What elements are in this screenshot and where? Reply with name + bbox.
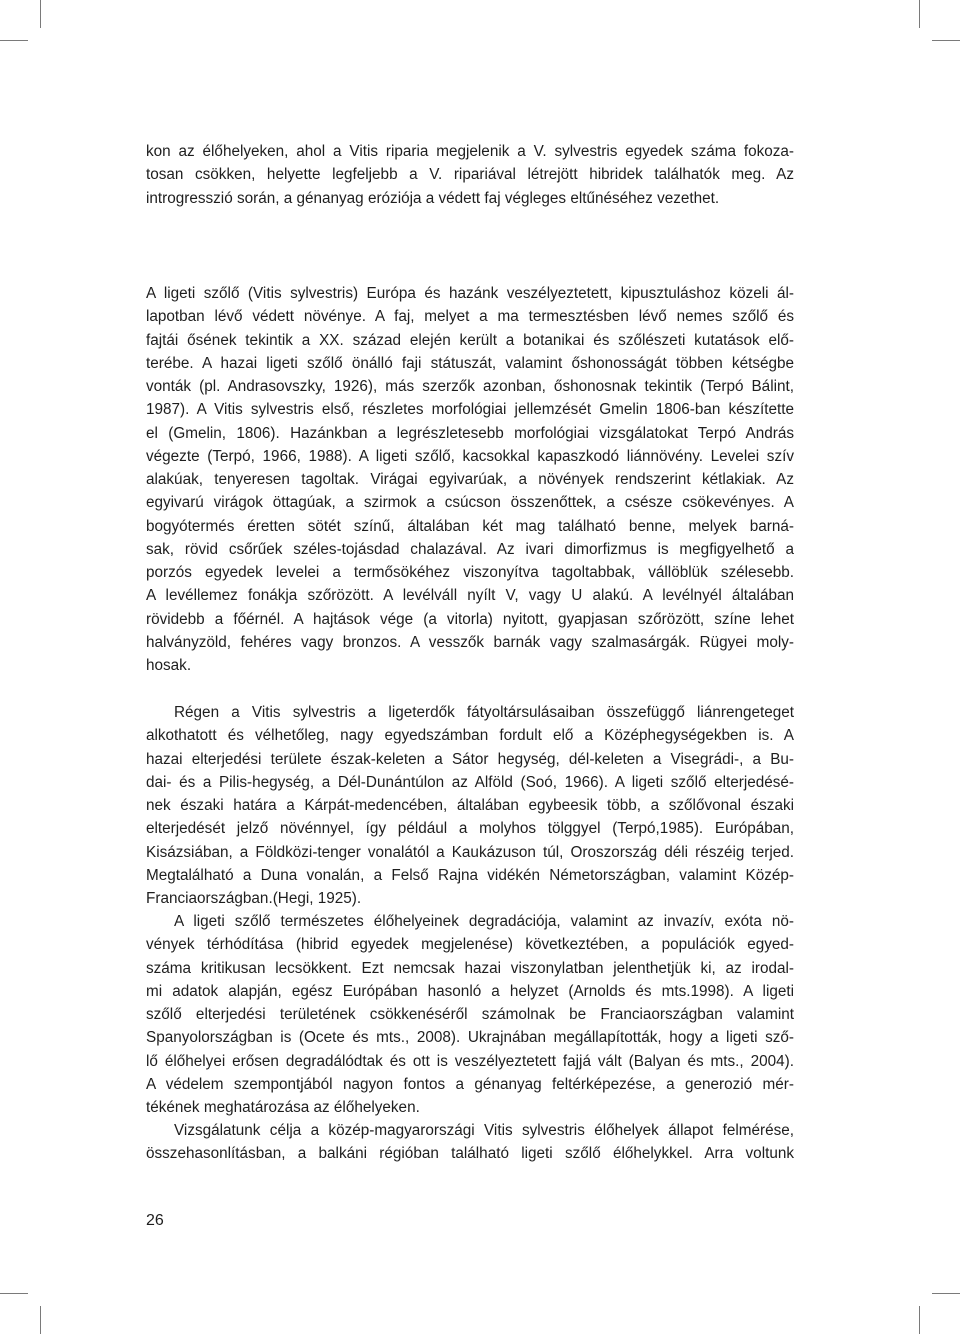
text-line: vonták (pl. Andrasovszky, 1926), más szerzők azonban, őshonosnak tekintik (Terpó Bálint, bbox=[146, 378, 794, 395]
text-line: hazai elterjedési területe észak-keleten a Sátor hegység, dél-keleten a Visegrádi-, a Bu- bbox=[146, 750, 794, 768]
text-line: A ligeti szőlő természetes élőhelyeinek degradációja, valamint az invazív, exóta nö- bbox=[174, 913, 794, 930]
text-line: Vizsgálatunk célja a közép-magyarországi Vitis sylvestris élőhelyek állapot felmérése, bbox=[174, 1122, 794, 1139]
text-line: hosak. bbox=[146, 657, 192, 674]
crop-mark-top-right-v bbox=[919, 0, 920, 28]
text-line: fajtái ősének tekintik a XX. század elején került a botanikai és szőlészeti kutatások elő- bbox=[146, 331, 794, 349]
text-line: szőlő elterjedési területének csökkenéséről számolnak be Franciaországban valamint bbox=[146, 1006, 794, 1023]
text-line: el (Gmelin, 1806). Hazánkban a legrészletesebb morfológiai vizsgálatokat Terpó András bbox=[146, 424, 794, 442]
text-line: porzós egyedek levelei a termősökéhez viszonyítva tagoltabbak, vállöblük szélesebb. bbox=[146, 564, 794, 581]
page-number: 26 bbox=[146, 1212, 164, 1229]
paragraph-2 bbox=[146, 282, 794, 677]
text-line: egyivarú virágok öttagúak, a szirmok a csúcson összenőttek, a csésze csökevényes. A bbox=[146, 494, 794, 512]
text-line: rövidebb a főérnél. A hajtások vége (a vitorla) nyitott, gyapjasan szőrözött, színe lehet bbox=[146, 610, 794, 628]
text-line: kon az élőhelyeken, ahol a Vitis riparia megjelenik a V. sylvestris egyedek száma fokoza- bbox=[146, 143, 794, 160]
paragraph-1 bbox=[146, 140, 794, 210]
paragraph-3 bbox=[146, 701, 794, 910]
text-line: sak, rövid csőrűek széles-tojásdad chalazával. Az ivari dimorfizmus is megfigyelhető a bbox=[146, 540, 794, 558]
paragraph-4 bbox=[146, 910, 794, 1119]
text-line: A levéllemez fonákja szőrözött. A levélváll nyílt V, vagy U alakú. A levélnyél általában bbox=[146, 587, 794, 605]
text-line: halványzöld, fehéres vagy bronzos. A vesszők barnák vagy szalmasárgák. Rügyei moly- bbox=[146, 633, 794, 651]
text-line: alakúak, tenyeresen tagoltak. Virágai egyivarúak, a növények rendszerint kétlakiak. Az bbox=[146, 471, 794, 488]
text-line: introgresszió során, a génanyag eróziója a védett faj végleges eltűnéséhez vezethet. bbox=[146, 189, 720, 207]
text-line: elterjedését jelző növénnyel, így például a molyhos tölggyel (Terpó,1985). Európában, bbox=[146, 820, 794, 838]
text-line: mi adatok alapján, egész Európában hasonló a helyzet (Arnolds és mts.1998). A ligeti bbox=[146, 982, 794, 1000]
text-line: vények térhódítása (hibrid egyedek megjelenése) következtében, a populációk egyed- bbox=[146, 936, 794, 954]
crop-mark-bottom-right-v bbox=[919, 1306, 920, 1334]
paragraph-5 bbox=[146, 1119, 794, 1166]
crop-mark-top-left-v bbox=[40, 0, 41, 28]
crop-mark-bottom-left-v bbox=[40, 1306, 41, 1334]
text-line: A védelem szempontjából nagyon fontos a génanyag feltérképezése, a generozió mér- bbox=[146, 1075, 794, 1093]
text-line: terébe. A hazai ligeti szőlő önálló faji státuszát, valamint őshonosságát többen kétségbe bbox=[146, 354, 794, 372]
text-line: Megtalálható a Duna vonalán, a Felső Rajna vidékén Németországban, valamint Közép- bbox=[146, 866, 794, 884]
text-line: Régen a Vitis sylvestris a ligeterdők fátyoltársulásaiban összefüggő liánrengeteget bbox=[174, 704, 794, 721]
text-line: tékének meghatározása az élőhelyeken. bbox=[146, 1099, 420, 1116]
crop-mark-bottom-right-h bbox=[932, 1293, 960, 1294]
text-line: összehasonlításban, a balkáni régióban található ligeti szőlő élőhelykkel. Arra voltunk bbox=[146, 1145, 794, 1163]
text-line: dai- és a Pilis-hegység, a Dél-Dunántúlon az Alföld (Soó, 1966). A ligeti szőlő elterjedésé- bbox=[146, 773, 794, 791]
text-line: A ligeti szőlő (Vitis sylvestris) Európa és hazánk veszélyeztetett, kipusztuláshoz közeli ál- bbox=[146, 285, 794, 302]
crop-mark-top-left-h bbox=[0, 40, 28, 41]
text-line: száma kritikusan lecsökkent. Ezt nemcsak hazai viszonylatban jelenthetjük ki, az irodal- bbox=[146, 959, 794, 977]
text-line: 1987). A Vitis sylvestris első, részletes morfológiai jellemzését Gmelin 1806-ban készítette bbox=[146, 401, 794, 419]
crop-mark-bottom-left-h bbox=[0, 1293, 28, 1294]
text-line: Franciaországban.(Hegi, 1925). bbox=[146, 890, 362, 907]
text-line: bogyótermés éretten sötét színű, általában két mag található benne, melyek barná- bbox=[146, 517, 794, 535]
text-line: végezte (Terpó, 1966, 1988). A ligeti szőlő, kacsokkal kapaszkodó liánnövény. Levelei szív bbox=[146, 447, 794, 465]
text-line: Kisázsiában, a Földközi-tenger vonalától a Kaukázuson túl, Oroszország déli részéig terjed. bbox=[146, 843, 794, 861]
text-line: tosan csökken, helyette legfeljebb a V. ripariával létrejött hibridek találhatók meg. Az bbox=[146, 166, 794, 184]
text-line: Spanyolországban is (Ocete és mts., 2008). Ukrajnában megállapították, hogy a ligeti sző- bbox=[146, 1029, 794, 1047]
text-line: nek északi határa a Kárpát-medencében, általában egybeesik több, a szőlővonal északi bbox=[146, 797, 794, 814]
text-line: lő élőhelyei erősen degradálódtak és ott is veszélyeztetett fajjá vált (Balyan és mts., 2004). bbox=[146, 1052, 794, 1070]
crop-mark-top-right-h bbox=[932, 40, 960, 41]
text-line: lapotban lévő védett növénye. A faj, melyet a ma termesztésben lévő nemes szőlő és bbox=[146, 308, 794, 326]
text-line: alkothatott és vélhetőleg, nagy egyedszámban fordult elő a Középhegységekben is. A bbox=[146, 727, 794, 745]
